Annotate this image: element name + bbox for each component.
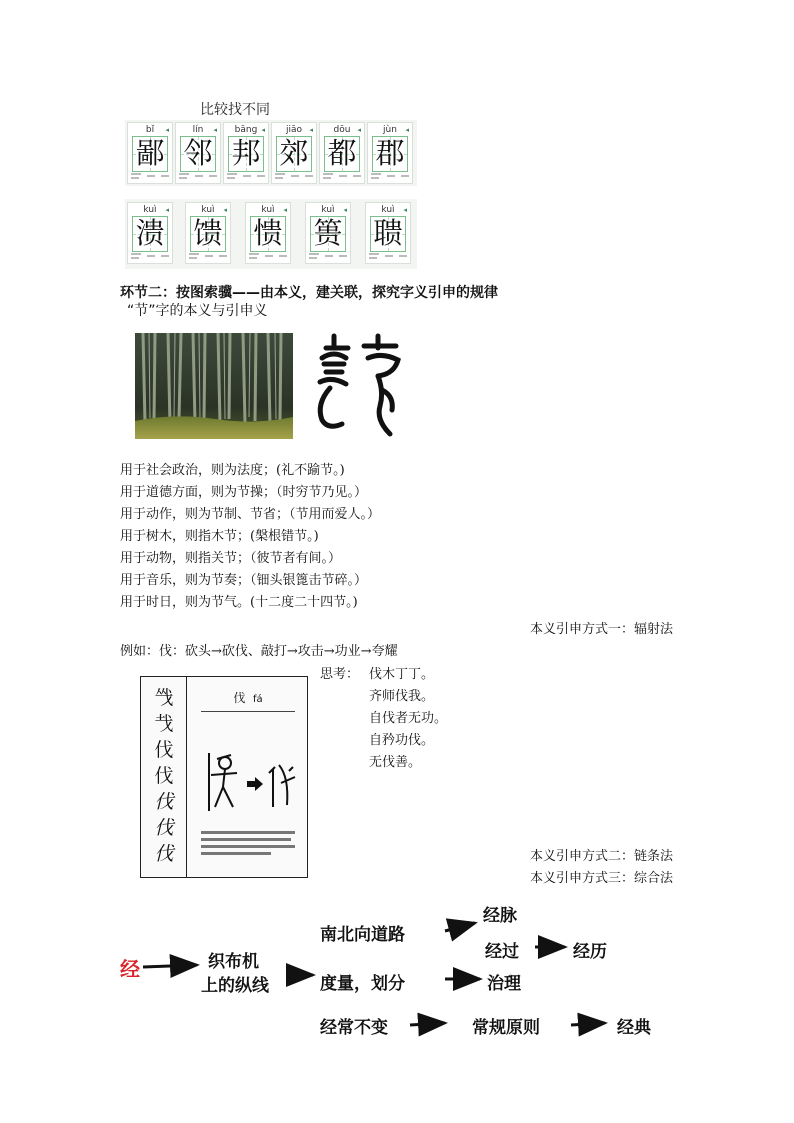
char-card <box>365 202 411 264</box>
fa-form: 𢦏 <box>154 713 174 735</box>
char-card <box>223 122 269 184</box>
meaning-line: 用于道德方面，则为节操；（时穷节乃见。） <box>120 485 368 500</box>
card-meta-lines <box>131 252 171 260</box>
card-pinyin: kuì <box>381 205 395 215</box>
jing-pass: 经过 <box>485 942 519 962</box>
char-card <box>319 122 365 184</box>
card-pinyin: lín <box>192 125 204 135</box>
jing-experience: 经历 <box>573 942 607 962</box>
jing-arrows <box>115 895 695 1045</box>
fa-heading <box>203 689 293 706</box>
audio-arrow-icon: ◂ <box>165 126 169 134</box>
char-card <box>175 122 221 184</box>
jing-rule: 常规原则 <box>472 1018 540 1038</box>
think-item: 自伐者无功。 <box>369 711 448 726</box>
char-card <box>271 122 317 184</box>
audio-arrow-icon: ◂ <box>213 126 217 134</box>
card-character: 郊 <box>279 136 309 170</box>
card-pinyin: dōu <box>333 125 351 135</box>
jing-constant: 经常不变 <box>320 1018 388 1038</box>
char-card <box>367 122 413 184</box>
fa-heading-rule <box>201 711 295 712</box>
fa-example: 例如：伐：砍头→砍伐、敲打→攻击→功业→夸耀 <box>120 644 398 659</box>
card-meta-lines <box>275 172 315 180</box>
card-meta-lines <box>371 172 411 180</box>
card-meta-lines <box>179 172 219 180</box>
card-character: 聩 <box>373 216 403 250</box>
audio-arrow-icon: ◂ <box>223 206 227 214</box>
fa-note-text <box>201 827 297 867</box>
fa-form: 伐 <box>154 843 174 865</box>
jing-measure: 度量，划分 <box>320 974 405 994</box>
card-character: 篑 <box>313 216 343 250</box>
meaning-line: 用于动物，则指关节；（彼节者有间。） <box>120 551 342 566</box>
fa-form: 伐 <box>154 791 174 813</box>
card-meta-lines <box>323 172 363 180</box>
card-pinyin: kuì <box>321 205 335 215</box>
audio-arrow-icon: ◂ <box>283 206 287 214</box>
think-list <box>369 664 447 774</box>
fa-heading-pinyin: fá <box>253 694 263 705</box>
char-card <box>185 202 231 264</box>
meaning-line: 用于动作，则为节制、节省；（节用而爱人。） <box>120 507 381 522</box>
fa-heading-char: 伐 <box>233 691 246 705</box>
card-character: 鄙 <box>135 136 165 170</box>
card-pinyin: jùn <box>383 125 397 135</box>
jing-loom-1: 织布机 <box>208 952 259 972</box>
bamboo-forest-image <box>135 333 293 439</box>
jing-classic: 经典 <box>617 1018 651 1038</box>
fa-form: 㦰 <box>154 687 174 709</box>
jing-road: 南北向道路 <box>320 925 405 945</box>
card-pinyin: bāng <box>234 125 258 135</box>
think-item: 伐木丁丁。 <box>369 667 435 682</box>
method3-label: 本义引申方式三：综合法 <box>529 871 673 886</box>
fa-book-spine <box>186 677 187 877</box>
card-pinyin: kuì <box>143 205 157 215</box>
card-meta-lines <box>249 252 289 260</box>
char-card <box>127 122 173 184</box>
method2-label: 本义引申方式二：链条法 <box>529 849 673 864</box>
card-character: 溃 <box>135 216 165 250</box>
meaning-line: 用于音乐，则为节奏；（钿头银篦击节碎。） <box>120 573 368 588</box>
meanings-list <box>120 460 380 614</box>
card-character: 愦 <box>253 216 283 250</box>
audio-arrow-icon: ◂ <box>343 206 347 214</box>
audio-arrow-icon: ◂ <box>261 126 265 134</box>
jing-loom-2: 上的纵线 <box>201 976 269 996</box>
card-meta-lines <box>227 172 267 180</box>
card-pinyin: jiāo <box>285 125 303 135</box>
char-card <box>127 202 173 264</box>
card-meta-lines <box>189 252 229 260</box>
fa-evolution-forms <box>147 685 181 867</box>
jie-seal-script-image <box>312 330 414 442</box>
card-meta-lines <box>369 252 409 260</box>
card-pinyin: bǐ <box>145 125 155 135</box>
audio-arrow-icon: ◂ <box>357 126 361 134</box>
card-pinyin: kuì <box>261 205 275 215</box>
char-card <box>305 202 351 264</box>
card-character: 邻 <box>183 136 213 170</box>
card-meta-lines <box>131 172 171 180</box>
audio-arrow-icon: ◂ <box>403 206 407 214</box>
card-pinyin: kuì <box>201 205 215 215</box>
meaning-line: 用于时日，则为节气。(十二度二十四节。) <box>120 595 358 610</box>
fa-form: 伐 <box>154 765 174 787</box>
char-card <box>245 202 291 264</box>
audio-arrow-icon: ◂ <box>165 206 169 214</box>
card-character: 都 <box>327 136 357 170</box>
fa-dictionary-image <box>140 676 308 878</box>
think-item: 无伐善。 <box>369 755 422 770</box>
method1-label: 本义引申方式一：辐射法 <box>529 622 673 637</box>
think-label: 思考： <box>320 667 360 682</box>
meaning-line: 用于树木，则指木节；(槃根错节。) <box>120 529 319 544</box>
jing-vein: 经脉 <box>483 906 517 926</box>
meaning-line: 用于社会政治，则为法度；(礼不踰节。) <box>120 463 345 478</box>
fa-form: 伐 <box>154 817 174 839</box>
compare-title: 比较找不同 <box>200 102 270 118</box>
card-character: 馈 <box>193 216 223 250</box>
card-character: 郡 <box>375 136 405 170</box>
card-meta-lines <box>309 252 349 260</box>
think-item: 齐师伐我。 <box>369 689 435 704</box>
fa-form: 伐 <box>154 739 174 761</box>
jing-govern: 治理 <box>487 974 521 994</box>
jie-subtitle: “节”字的本义与引申义 <box>127 303 268 319</box>
jing-diagram <box>115 895 695 1045</box>
think-item: 自矜功伐。 <box>369 733 435 748</box>
card-character: 邦 <box>231 136 261 170</box>
fa-pictograph <box>203 747 299 819</box>
jing-root: 经 <box>120 957 140 981</box>
section2-heading: 环节二：按图索骥——由本义，建关联，探究字义引申的规律 <box>120 285 498 301</box>
audio-arrow-icon: ◂ <box>405 126 409 134</box>
audio-arrow-icon: ◂ <box>309 126 313 134</box>
